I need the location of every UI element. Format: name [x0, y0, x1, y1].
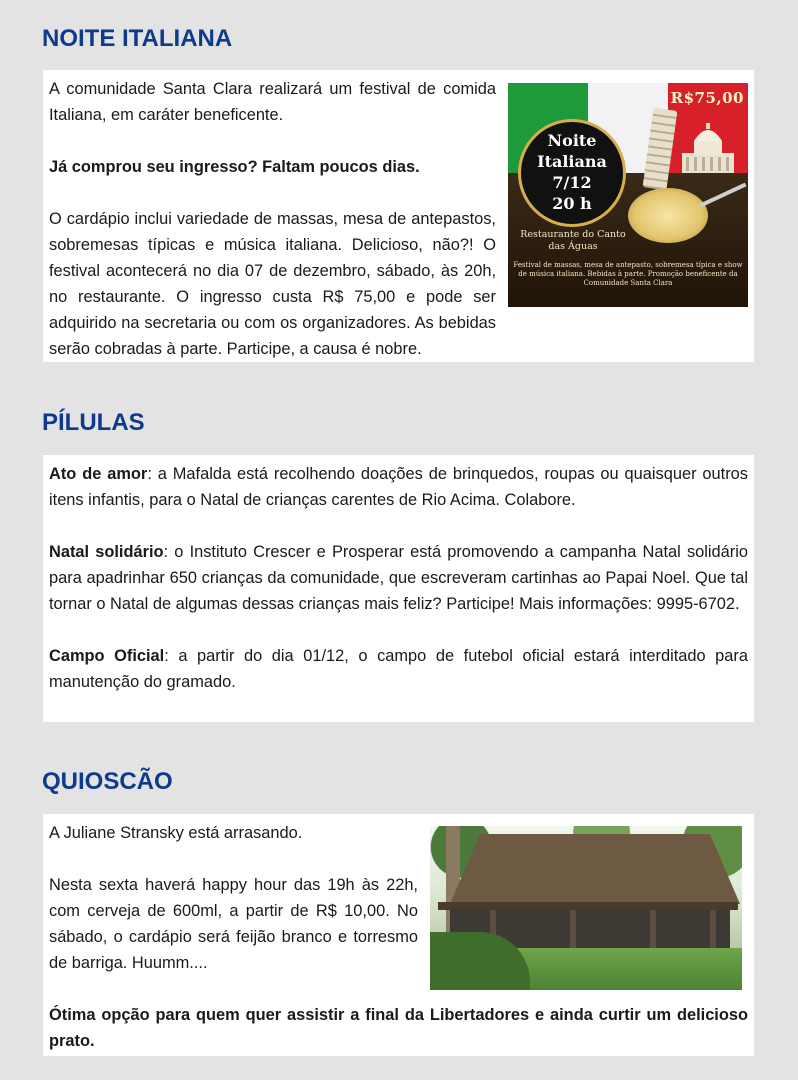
poster-description: Festival de massas, mesa de antepasto, sobremesa típica e show de música italiana. Bebidas à parte. Promoção beneficente da Comunidade Santa Clara — [513, 261, 743, 287]
pilula-item — [49, 643, 748, 695]
pasta-icon — [628, 188, 708, 243]
poster-badge — [518, 119, 626, 227]
noite-intro-paragraph: A comunidade Santa Clara realizará um festival de comida Italiana, em caráter beneficente. — [49, 80, 496, 124]
pilula-text: : a Mafalda está recolhendo doações de brinquedos, roupas ou quaisquer outros itens infantis, para o Natal de crianças carentes de Rio Acima. Colabore. — [49, 465, 748, 509]
pilula-text: : a partir do dia 01/12, o campo de futebol oficial estará interditado para manutenção do gramado. — [49, 647, 748, 691]
pilula-label: Ato de amor — [49, 465, 148, 483]
poster-line-4: 20 h — [552, 194, 592, 213]
poster-line-3: 7/12 — [552, 173, 592, 192]
pilula-item — [49, 461, 748, 513]
kiosk-photo — [430, 826, 742, 990]
poster-restaurant: Restaurante do Canto das Águas — [520, 229, 626, 252]
pilulas-content — [43, 455, 754, 722]
pilula-label: Campo Oficial — [49, 647, 165, 665]
noite-italiana-poster — [508, 83, 748, 307]
quioscao-highlight: Ótima opção para quem quer assistir a final da Libertadores e ainda curtir um delicioso prato. — [49, 1006, 748, 1050]
noite-details-paragraph: O cardápio inclui variedade de massas, mesa de antepastos, sobremesas típicas e música italiana. Delicioso, não?! O festival acontecerá no dia 07 de dezembro, sábado, às 20h, no restaurante. O ingresso custa R$ 75,00 e pode ser adquirido na secretaria ou com os organizadores. As bebidas serão cobradas à parte. Participe, a causa é nobre. — [49, 210, 496, 358]
section-title-pilulas: PÍLULAS — [42, 409, 145, 436]
poster-line-2: Italiana — [537, 152, 607, 171]
quioscao-intro: A Juliane Stransky está arrasando. — [49, 824, 303, 842]
quioscao-content — [43, 814, 754, 1056]
section-title-quioscao: QUIOSCÃO — [42, 768, 173, 795]
pilula-item — [49, 539, 748, 617]
noite-ticket-question: Já comprou seu ingresso? Faltam poucos dias. — [49, 158, 420, 176]
pilula-text: : o Instituto Crescer e Prosperar está promovendo a campanha Natal solidário para apadrinhar 650 crianças da comunidade, que escreveram cartinhas ao Papai Noel. Que tal tornar o Natal de algumas dessas crianças mais feliz? Participe! Mais informações: 9995-6702. — [49, 543, 748, 613]
poster-line-1: Noite — [547, 131, 597, 150]
poster-price: R$75,00 — [670, 89, 744, 107]
section-title-noite-italiana: NOITE ITALIANA — [42, 25, 233, 52]
pilula-label: Natal solidário — [49, 543, 164, 561]
noite-italiana-content — [43, 70, 754, 362]
basilica-icon — [680, 123, 736, 173]
quioscao-details: Nesta sexta haverá happy hour das 19h às 22h, com cerveja de 600ml, a partir de R$ 10,00. No sábado, o cardápio será feijão branco e torresmo de barriga. Huumm.... — [49, 876, 418, 972]
